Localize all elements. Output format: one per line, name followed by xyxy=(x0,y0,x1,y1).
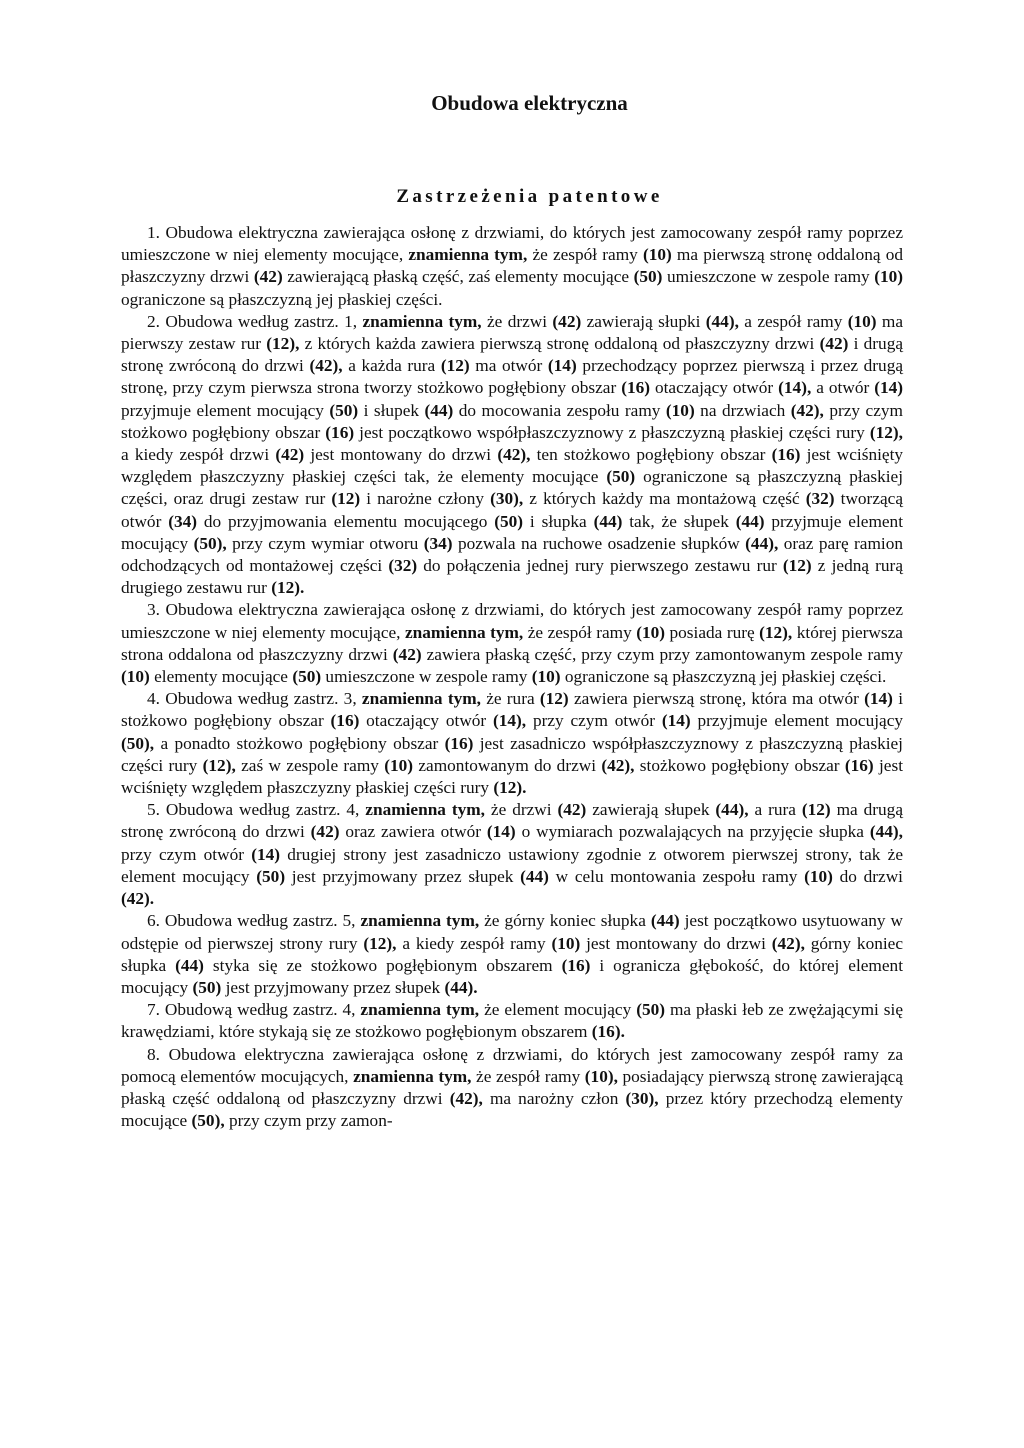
claim-bold-text: (50) xyxy=(633,267,663,287)
claim-bold-text: (42), xyxy=(497,445,531,465)
claim-text: jest wciśnięty względem płaszczyzny płaskiej części rury xyxy=(121,755,903,798)
claim-text: jest początkowo usytuowany w odstępie od pierwszej strony rury xyxy=(121,911,903,953)
claim-text: umieszczone w zespole ramy xyxy=(321,667,532,687)
claim-bold-text: znamienna tym, xyxy=(353,1066,472,1086)
claim-bold-text: (16) xyxy=(330,711,360,731)
claim-text: przyjmuje element mocujący xyxy=(121,511,903,553)
claim-text: zamontowanym do drzwi xyxy=(413,755,602,775)
claim-text: posiada rurę xyxy=(665,622,760,642)
document-title: Obudowa elektryczna xyxy=(431,91,628,115)
claim-bold-text: (10) xyxy=(847,311,877,331)
claim-bold-text: (50), xyxy=(121,733,155,753)
claim-text: przy czym otwór xyxy=(121,844,252,864)
claim-text: ma płaski łeb ze zwężającymi się krawędziami, które stykają się ze stożkowo pogłębionym obszarem xyxy=(121,1000,903,1042)
claim-bold-text: (12). xyxy=(493,778,527,798)
claim-text: zawiera płaską część, przy czym przy zamontowanym zespole ramy xyxy=(421,644,903,664)
claim-text: przechodzący poprzez pierwszą i przez drugą stronę, przy czym pierwsza strona tworzy stożkowo pogłębiony obszar xyxy=(121,356,904,398)
claim-text: 3. Obudowa elektryczna zawierająca osłonę z drzwiami, do których jest zamocowany zespół ramy poprzez umieszczone w niej elementy mocujące, xyxy=(121,600,903,642)
claim-text: przy czym przy zamon- xyxy=(224,1111,393,1131)
claim-bold-text: (44) xyxy=(175,955,204,975)
claim-text: zawierają słupki xyxy=(581,311,706,331)
claim-text: oraz zawiera otwór xyxy=(339,822,487,842)
claim-text: 7. Obudową według zastrz. 4, xyxy=(147,1000,361,1020)
claim-bold-text: (16) xyxy=(621,378,650,398)
claim-text: drugiej strony jest zasadniczo ustawiony zgodnie z otworem pierwszej strony, tak że element mocujący xyxy=(121,844,903,886)
claim-bold-text: (30), xyxy=(625,1088,659,1108)
claim-text: z których każdy ma montażową część xyxy=(523,489,806,509)
claim-text: i drugą stronę zwróconą do drzwi xyxy=(121,334,904,376)
claim-text: i narożne człony xyxy=(360,489,491,509)
claim-paragraph xyxy=(121,799,903,910)
claim-bold-text: (10) xyxy=(384,755,414,775)
claim-text: do przyjmowania elementu mocującego xyxy=(196,511,495,531)
claim-bold-text: (44), xyxy=(745,533,779,553)
claim-bold-text: (12), xyxy=(759,622,793,642)
claim-paragraph xyxy=(121,910,903,999)
claim-paragraph xyxy=(121,599,903,688)
claim-text: do mocowania zespołu ramy xyxy=(453,400,666,420)
claim-bold-text: znamienna tym, xyxy=(362,311,482,331)
claim-paragraph xyxy=(121,999,903,1043)
claim-bold-text: (42), xyxy=(790,400,824,420)
claim-text: przy czym otwór xyxy=(526,711,662,731)
claim-bold-text: (42), xyxy=(771,933,805,953)
claim-text: 5. Obudowa według zastrz. 4, xyxy=(147,800,366,820)
claim-text: o wymiarach pozwalających na przyjęcie słupka xyxy=(515,822,870,842)
claim-text: umieszczone w zespole ramy xyxy=(662,267,875,287)
claim-text: a ponadto stożkowo pogłębiony obszar xyxy=(154,733,445,753)
claim-text: otaczający otwór xyxy=(359,711,494,731)
claim-bold-text: (44) xyxy=(735,511,765,531)
claim-bold-text: (10) xyxy=(636,622,666,642)
claim-text: a zespół ramy xyxy=(738,311,848,331)
claim-bold-text: (50), xyxy=(193,533,227,553)
claim-text: jest przyjmowany przez słupek xyxy=(285,866,521,886)
claim-text: że zespół ramy xyxy=(527,245,643,265)
claim-bold-text: (12) xyxy=(331,489,361,509)
claim-bold-text: (10), xyxy=(584,1066,618,1086)
claim-text: z których każda zawiera pierwszą stronę oddaloną od płaszczyzny drzwi xyxy=(299,334,820,354)
claim-text: jest montowany do drzwi xyxy=(304,445,498,465)
claim-bold-text: (42) xyxy=(275,445,305,465)
claim-text: z jedną rurą drugiego zestawu rur xyxy=(121,556,903,598)
claim-bold-text: (42) xyxy=(552,311,582,331)
claim-bold-text: znamienna tym, xyxy=(361,689,481,709)
claim-text: przyjmuje element mocujący xyxy=(690,711,904,731)
claim-text: jest zasadniczo współpłaszczyznowy z płaszczyzną płaskiej części rury xyxy=(121,733,903,775)
claim-text: że rura xyxy=(480,689,540,709)
claim-text: ograniczone są płaszczyzną jej płaskiej części. xyxy=(560,667,887,687)
claim-bold-text: (12), xyxy=(363,933,397,953)
claim-text: ma otwór xyxy=(469,356,548,376)
claim-bold-text: (50) xyxy=(292,667,322,687)
claim-bold-text: (14) xyxy=(251,844,281,864)
claim-text: tworzącą otwór xyxy=(121,489,903,531)
claim-bold-text: (42) xyxy=(253,267,283,287)
claim-bold-text: (16) xyxy=(844,755,874,775)
claim-text: że drzwi xyxy=(481,311,553,331)
claim-bold-text: (16) xyxy=(444,733,474,753)
claim-bold-text: (44), xyxy=(869,822,903,842)
claim-text: że zespół ramy xyxy=(471,1066,585,1086)
claim-bold-text: znamienna tym, xyxy=(408,245,528,265)
claim-bold-text: (42) xyxy=(819,334,849,354)
claim-bold-text: (12) xyxy=(782,556,812,576)
claim-text: do połączenia jednej rury pierwszego zestawu rur xyxy=(417,556,783,576)
claim-text: a kiedy zespół ramy xyxy=(396,933,552,953)
claim-bold-text: (42). xyxy=(121,889,155,909)
claim-bold-text: (12), xyxy=(266,334,300,354)
patent-page xyxy=(121,88,903,1132)
claim-bold-text: (50) xyxy=(494,511,524,531)
section-heading: Zastrzeżenia patentowe xyxy=(396,186,663,207)
claim-bold-text: (50) xyxy=(256,866,286,886)
claim-bold-text: (14) xyxy=(547,356,577,376)
claim-bold-text: (32) xyxy=(805,489,835,509)
claim-bold-text: (34) xyxy=(168,511,197,531)
claim-bold-text: (42) xyxy=(557,800,587,820)
claim-text: 1. Obudowa elektryczna zawierająca osłonę z drzwiami, do których jest zamocowany zespół ramy poprzez umieszczone w niej elementy mocujące, xyxy=(121,223,903,265)
claim-text: jest przyjmowany przez słupek xyxy=(221,977,445,997)
claim-text: i słupek xyxy=(358,400,425,420)
claim-bold-text: (12) xyxy=(539,689,569,709)
claim-text: i stożkowo pogłębiony obszar xyxy=(121,689,903,731)
claim-text: a rura xyxy=(748,800,802,820)
claim-paragraph xyxy=(121,688,903,799)
claim-bold-text: (10) xyxy=(665,400,695,420)
claim-text: oraz parę ramion odchodzących od montażowej części xyxy=(121,533,903,576)
claim-text: że drzwi xyxy=(485,800,558,820)
claim-bold-text: (10) xyxy=(531,667,561,687)
claim-text: do drzwi xyxy=(832,866,903,886)
claim-paragraph xyxy=(121,222,903,311)
claim-bold-text: (10) xyxy=(551,933,581,953)
claim-bold-text: (16). xyxy=(591,1022,625,1042)
claim-bold-text: (10) xyxy=(642,245,672,265)
claim-bold-text: (12), xyxy=(202,755,236,775)
claim-text: i ogranicza głębokość, do której element mocujący xyxy=(121,955,903,997)
claim-text: a otwór xyxy=(811,378,875,398)
claim-bold-text: (12) xyxy=(440,356,470,376)
claim-text: ograniczone są płaszczyzną płaskiej części, oraz drugi zestaw rur xyxy=(121,467,903,509)
claim-bold-text: (10) xyxy=(874,267,903,287)
claim-text: przez który przechodzą elementy mocujące xyxy=(121,1088,904,1131)
claim-text: i słupka xyxy=(523,511,594,531)
claim-bold-text: (14) xyxy=(661,711,691,731)
claim-text: jest wciśnięty względem płaszczyzny płaskiej części tak, że elementy mocujące xyxy=(121,445,904,487)
claim-text: ma pierwszą stronę oddaloną od płaszczyzny drzwi xyxy=(121,245,903,287)
claim-text: zawierającą płaską część, zaś elementy mocujące xyxy=(282,267,634,287)
claim-bold-text: (50) xyxy=(329,400,359,420)
claim-bold-text: (14) xyxy=(864,689,893,709)
claim-text: że zespół ramy xyxy=(523,622,637,642)
claim-text: przy czym wymiar otworu xyxy=(226,533,424,553)
claim-text: pozwala na ruchowe osadzenie słupków xyxy=(452,533,746,553)
claim-bold-text: (30), xyxy=(490,489,524,509)
claim-text: zawiera pierwszą stronę, która ma otwór xyxy=(568,689,865,709)
claim-bold-text: (50), xyxy=(191,1111,225,1131)
claim-text: jest początkowo współpłaszczyznowy z płaszczyzną płaskiej części rury xyxy=(354,422,870,442)
claim-bold-text: (10) xyxy=(121,667,150,687)
claim-bold-text: (34) xyxy=(423,533,453,553)
claim-bold-text: (16) xyxy=(561,955,591,975)
claim-text: że górny koniec słupka xyxy=(479,911,651,931)
claim-bold-text: (14) xyxy=(874,378,903,398)
claim-bold-text: (50) xyxy=(192,977,222,997)
claim-bold-text: (44), xyxy=(715,800,749,820)
claim-text: a każda rura xyxy=(342,356,441,376)
claim-bold-text: (14), xyxy=(778,378,812,398)
claim-bold-text: (16) xyxy=(771,445,801,465)
claim-text: przyjmuje element mocujący xyxy=(121,400,330,420)
claim-text: ten stożkowo pogłębiony obszar xyxy=(530,445,772,465)
claim-text: w celu montowania zespołu ramy xyxy=(548,866,805,886)
claim-bold-text: znamienna tym, xyxy=(360,911,480,931)
claim-text: zawierają słupek xyxy=(586,800,716,820)
claim-bold-text: (50) xyxy=(636,1000,665,1020)
claim-bold-text: (50) xyxy=(606,467,636,487)
claim-text: której pierwsza strona oddalona od płaszczyzny drzwi xyxy=(121,622,903,664)
claim-paragraph xyxy=(121,1044,903,1133)
claim-text: na drzwiach xyxy=(694,400,791,420)
claim-bold-text: (42) xyxy=(310,822,340,842)
claim-text: stożkowo pogłębiony obszar xyxy=(634,755,845,775)
claim-text: zaś w zespole ramy xyxy=(235,755,385,775)
claim-bold-text: (14) xyxy=(486,822,516,842)
claim-bold-text: (42), xyxy=(449,1088,483,1108)
claim-text: jest montowany do drzwi xyxy=(580,933,772,953)
claim-text: otaczający otwór xyxy=(650,378,779,398)
claim-bold-text: (42), xyxy=(309,356,343,376)
claim-bold-text: (12), xyxy=(869,422,904,442)
claim-bold-text: (16) xyxy=(325,422,355,442)
claim-text: ograniczone są płaszczyzną jej płaskiej części. xyxy=(121,289,443,309)
claim-bold-text: znamienna tym, xyxy=(365,800,485,820)
claim-text: styka się ze stożkowo pogłębionym obszarem xyxy=(203,955,562,975)
claim-bold-text: (14), xyxy=(493,711,527,731)
claim-bold-text: (44) xyxy=(650,911,680,931)
claim-text: 4. Obudowa według zastrz. 3, xyxy=(147,689,362,709)
claim-bold-text: (44) xyxy=(424,400,454,420)
claim-text: elementy mocujące xyxy=(149,667,293,687)
claim-text: ma pierwszy zestaw rur xyxy=(121,311,904,354)
claims-list xyxy=(121,222,903,1132)
claim-text: a kiedy zespół drzwi xyxy=(121,445,276,465)
claim-bold-text: znamienna tym, xyxy=(360,1000,480,1020)
claim-text: przy czym stożkowo pogłębiony obszar xyxy=(121,400,903,442)
claim-text: 2. Obudowa według zastrz. 1, xyxy=(147,311,363,331)
claim-text: górny koniec słupka xyxy=(121,933,903,975)
claim-text: ma narożny człon xyxy=(482,1088,626,1108)
claim-bold-text: (44), xyxy=(705,311,739,331)
claim-paragraph xyxy=(121,311,903,600)
claim-text: ma drugą stronę zwróconą do drzwi xyxy=(121,800,903,842)
claim-bold-text: (44) xyxy=(520,866,549,886)
claim-bold-text: (32) xyxy=(388,556,418,576)
claim-bold-text: (42), xyxy=(601,755,635,775)
claim-bold-text: (12) xyxy=(801,800,831,820)
claim-text: że element mocujący xyxy=(479,1000,637,1020)
claim-bold-text: (10) xyxy=(804,866,833,886)
claim-bold-text: (44) xyxy=(593,511,623,531)
claim-text: posiadający pierwszą stronę zawierającą płaską część oddaloną od płaszczyzny drzwi xyxy=(121,1066,904,1108)
claim-text: tak, że słupek xyxy=(622,511,736,531)
claim-bold-text: (44). xyxy=(444,977,478,997)
claim-bold-text: znamienna tym, xyxy=(404,622,524,642)
claim-text: 8. Obudowa elektryczna zawierająca osłonę z drzwiami, do których jest zamocowany zespół ramy za pomocą elementów mocujących, xyxy=(121,1044,903,1086)
claim-bold-text: (12). xyxy=(271,578,305,598)
claim-text: 6. Obudowa według zastrz. 5, xyxy=(147,911,361,931)
claim-bold-text: (42) xyxy=(392,644,422,664)
